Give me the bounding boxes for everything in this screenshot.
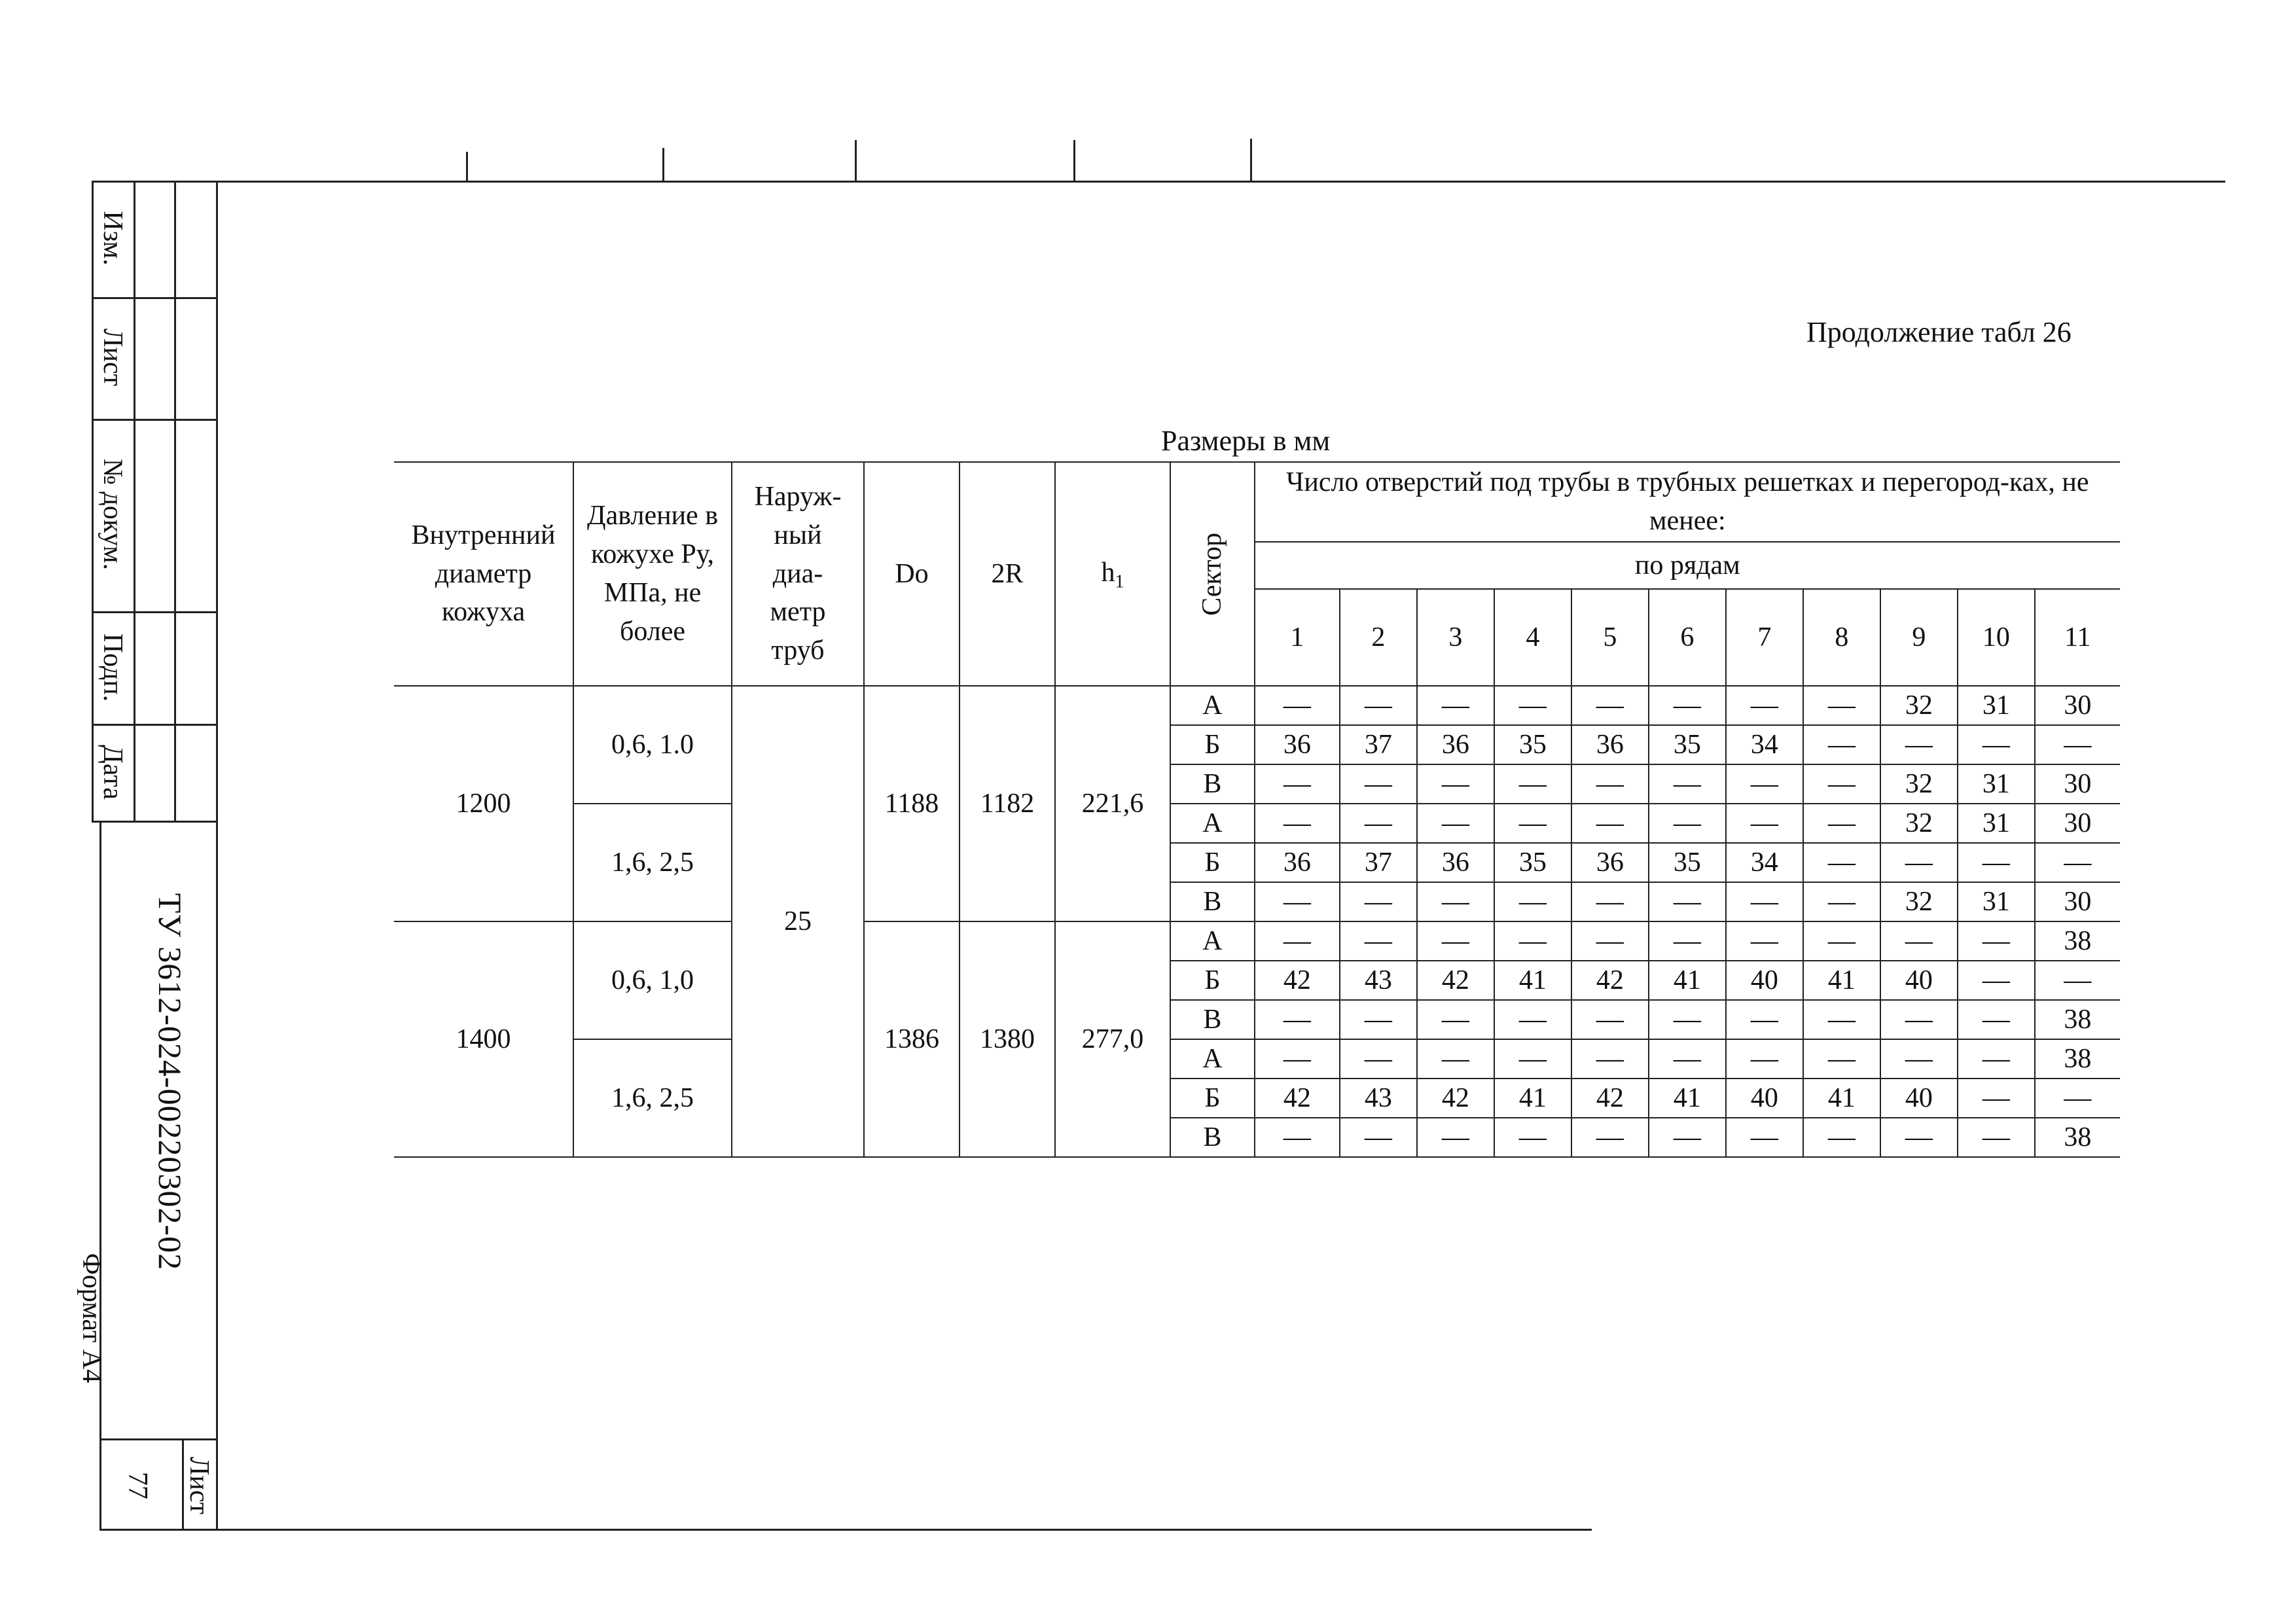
cell-hole-count: 36 [1417,725,1494,764]
header-row-number: 9 [1880,589,1958,686]
header-2r: 2R [960,462,1055,686]
cell-hole-count: — [1803,1118,1880,1157]
cell-hole-count: — [1340,882,1417,921]
cell-hole-count: — [1417,804,1494,843]
cell-pressure: 1,6, 2,5 [573,1039,732,1157]
cell-hole-count: — [1494,921,1571,961]
doc-code-border [99,1438,217,1440]
cell-hole-count: 34 [1726,843,1803,882]
format-label: Формат А4 [77,1253,107,1383]
cell-hole-count: 31 [1958,882,2035,921]
cell-hole-count: 36 [1255,725,1340,764]
header-outer-diameter: Наруж-ный диа-метр труб [732,462,864,686]
cell-hole-count: — [1880,921,1958,961]
header-holes: Число отверстий под трубы в трубных решетках и перегород-ках, не менее: [1255,462,2120,542]
cell-sector: А [1170,804,1255,843]
header-h1-main: h [1101,557,1115,588]
cell-sector: В [1170,764,1255,804]
cell-hole-count: — [1649,1118,1726,1157]
cell-hole-count: 32 [1880,686,1958,725]
header-sector [1170,462,1255,686]
cell-hole-count: 42 [1571,961,1649,1000]
stamp-border [92,181,217,183]
cell-hole-count: 37 [1340,725,1417,764]
cell-hole-count: 38 [2035,1000,2120,1039]
cell-sector: А [1170,686,1255,725]
cell-hole-count: — [1958,1039,2035,1079]
header-h1 [1055,462,1170,686]
cell-hole-count: — [1494,686,1571,725]
cell-hole-count: — [1803,882,1880,921]
cell-hole-count: — [1571,1039,1649,1079]
stamp-border [92,724,217,726]
cell-hole-count: — [2035,961,2120,1000]
cell-hole-count: 40 [1726,1079,1803,1118]
cell-sector: Б [1170,843,1255,882]
cell-hole-count: — [1255,764,1340,804]
cell-hole-count: 41 [1649,961,1726,1000]
cell-hole-count: — [1726,764,1803,804]
cell-hole-count: 42 [1571,1079,1649,1118]
cell-two-r: 1182 [960,686,1055,921]
cell-hole-count: 36 [1255,843,1340,882]
header-row-number: 3 [1417,589,1494,686]
doc-code-border [99,821,101,1530]
cell-hole-count: 35 [1649,843,1726,882]
cell-hole-count: — [1649,1000,1726,1039]
header-inner-diameter: Внутренний диаметр кожуха [394,462,573,686]
sheet-label: Лист [184,1457,214,1514]
table-row [394,1039,2120,1079]
cell-hole-count: — [1726,921,1803,961]
table-row [394,686,2120,725]
cell-hole-count: 32 [1880,882,1958,921]
cell-hole-count: — [1880,843,1958,882]
cell-hole-count: — [1255,1000,1340,1039]
cell-hole-count: — [1571,1000,1649,1039]
cell-hole-count: — [1803,1000,1880,1039]
cell-sector: Б [1170,725,1255,764]
cell-hole-count: 43 [1340,1079,1417,1118]
header-pressure: Давление в кожухе Ру, МПа, не более [573,462,732,686]
frame-top-tick [855,140,857,182]
header-by-rows: по рядам [1255,542,2120,589]
cell-hole-count: — [1417,882,1494,921]
cell-hole-count: 38 [2035,921,2120,961]
cell-hole-count: 31 [1958,686,2035,725]
cell-hole-count: 38 [2035,1118,2120,1157]
cell-hole-count: — [1726,686,1803,725]
cell-hole-count: — [1958,1000,2035,1039]
stamp-border [92,611,217,613]
cell-hole-count: 36 [1571,725,1649,764]
cell-hole-count: — [1958,921,2035,961]
cell-hole-count: — [1494,804,1571,843]
cell-hole-count: 41 [1649,1079,1726,1118]
cell-hole-count: — [1255,686,1340,725]
cell-hole-count: 30 [2035,686,2120,725]
header-do: Do [864,462,960,686]
cell-hole-count: — [1340,764,1417,804]
cell-hole-count: — [1255,921,1340,961]
table-continuation-caption: Продолжение табл 26 [1806,316,2072,348]
cell-hole-count: — [1880,1118,1958,1157]
cell-hole-count: — [1417,1039,1494,1079]
cell-hole-count: — [1726,1118,1803,1157]
cell-hole-count: — [1958,843,2035,882]
cell-outer-diameter: 25 [732,686,864,1157]
cell-hole-count: — [1340,804,1417,843]
cell-hole-count: 41 [1803,1079,1880,1118]
cell-hole-count: 35 [1494,725,1571,764]
cell-hole-count: 32 [1880,764,1958,804]
cell-hole-count: 40 [1726,961,1803,1000]
table-row [394,804,2120,843]
cell-hole-count: — [1880,1000,1958,1039]
tube-holes-table [394,461,2120,1158]
cell-hole-count: — [1494,764,1571,804]
cell-hole-count: 30 [2035,882,2120,921]
cell-hole-count: — [1571,921,1649,961]
cell-hole-count: — [1255,804,1340,843]
cell-inner-diameter: 1200 [394,686,573,921]
cell-hole-count: — [2035,1079,2120,1118]
cell-hole-count: — [1494,1118,1571,1157]
cell-hole-count: — [1494,1000,1571,1039]
cell-hole-count: 30 [2035,764,2120,804]
cell-hole-count: — [1571,1118,1649,1157]
cell-hole-count: — [1880,1039,1958,1079]
cell-hole-count: 42 [1417,961,1494,1000]
stamp-label-izm: Изм. [98,211,128,266]
sheet-number: 77 [122,1472,152,1499]
cell-hole-count: — [1649,686,1726,725]
stamp-border [92,419,217,421]
frame-top-tick [1250,139,1252,182]
cell-hole-count: — [1726,1039,1803,1079]
document-code: ТУ 3612-024-00220302-02 [152,893,188,1271]
cell-hole-count: — [1803,843,1880,882]
cell-hole-count: 31 [1958,764,2035,804]
header-row-number: 5 [1571,589,1649,686]
cell-hole-count: 41 [1494,1079,1571,1118]
cell-hole-count: 40 [1880,1079,1958,1118]
cell-hole-count: — [1958,1118,2035,1157]
header-row-number: 8 [1803,589,1880,686]
cell-hole-count: — [1417,1118,1494,1157]
cell-hole-count: — [1340,1000,1417,1039]
cell-hole-count: 31 [1958,804,2035,843]
cell-hole-count: — [1803,725,1880,764]
cell-hole-count: — [1494,882,1571,921]
cell-hole-count: — [1726,1000,1803,1039]
cell-hole-count: — [1958,961,2035,1000]
cell-hole-count: — [1417,1000,1494,1039]
cell-hole-count: — [2035,725,2120,764]
cell-hole-count: — [1340,1118,1417,1157]
cell-hole-count: — [1803,921,1880,961]
cell-sector: В [1170,1118,1255,1157]
cell-hole-count: — [1649,921,1726,961]
header-row-number: 6 [1649,589,1726,686]
cell-hole-count: 35 [1494,843,1571,882]
cell-hole-count: 41 [1803,961,1880,1000]
cell-hole-count: — [1958,725,2035,764]
frame-bottom-border [99,1529,1592,1531]
header-row-number: 4 [1494,589,1571,686]
cell-hole-count: — [1803,686,1880,725]
cell-pressure: 0,6, 1.0 [573,686,732,804]
header-row-number: 1 [1255,589,1340,686]
cell-pressure: 0,6, 1,0 [573,921,732,1039]
cell-hole-count: — [1417,921,1494,961]
cell-hole-count: — [1255,882,1340,921]
cell-two-r: 1380 [960,921,1055,1157]
cell-hole-count: — [1417,686,1494,725]
cell-hole-count: 35 [1649,725,1726,764]
cell-hole-count: — [1726,882,1803,921]
cell-hole-count: — [1726,804,1803,843]
cell-hole-count: — [1803,1039,1880,1079]
cell-hole-count: 32 [1880,804,1958,843]
cell-hole-count: 34 [1726,725,1803,764]
cell-hole-count: — [1417,764,1494,804]
stamp-label-date: Дата [98,745,128,800]
cell-hole-count: 42 [1255,1079,1340,1118]
cell-sector: В [1170,1000,1255,1039]
frame-top-tick [662,148,664,182]
cell-hole-count: 30 [2035,804,2120,843]
cell-sector: Б [1170,961,1255,1000]
units-label: Размеры в мм [1161,425,1331,457]
cell-hole-count: — [1494,1039,1571,1079]
cell-hole-count: 40 [1880,961,1958,1000]
cell-hole-count: 36 [1417,843,1494,882]
header-h1-sub: 1 [1115,571,1124,592]
cell-hole-count: — [1958,1079,2035,1118]
cell-hole-count: — [1803,804,1880,843]
cell-sector: В [1170,882,1255,921]
stamp-label-list: Лист [98,329,128,386]
header-row-number: 2 [1340,589,1417,686]
cell-pressure: 1,6, 2,5 [573,804,732,921]
cell-h1: 277,0 [1055,921,1170,1157]
cell-hole-count: 43 [1340,961,1417,1000]
stamp-label-signature: Подп. [98,633,128,702]
cell-do: 1188 [864,686,960,921]
cell-hole-count: — [1571,804,1649,843]
cell-hole-count: — [1340,686,1417,725]
cell-sector: А [1170,921,1255,961]
cell-do: 1386 [864,921,960,1157]
stamp-border [92,297,217,299]
cell-hole-count: — [1649,804,1726,843]
cell-hole-count: 41 [1494,961,1571,1000]
cell-hole-count: — [1255,1118,1340,1157]
stamp-label-doc-number: № докум. [98,458,128,571]
cell-hole-count: 42 [1255,961,1340,1000]
cell-hole-count: 36 [1571,843,1649,882]
header-row-number: 10 [1958,589,2035,686]
cell-hole-count: 38 [2035,1039,2120,1079]
header-row-number: 7 [1726,589,1803,686]
cell-hole-count: — [1880,725,1958,764]
frame-top-border [216,181,2225,183]
cell-hole-count: — [1803,764,1880,804]
cell-hole-count: 37 [1340,843,1417,882]
cell-hole-count: — [1571,764,1649,804]
header-sector-label: Сектор [1197,532,1228,616]
cell-hole-count: — [1571,882,1649,921]
cell-hole-count: — [1340,921,1417,961]
cell-hole-count: — [1571,686,1649,725]
cell-hole-count: — [1649,1039,1726,1079]
table-row [394,921,2120,961]
cell-hole-count: — [1255,1039,1340,1079]
cell-sector: А [1170,1039,1255,1079]
cell-inner-diameter: 1400 [394,921,573,1157]
header-row-number: 11 [2035,589,2120,686]
frame-left-inner-border [216,181,218,1530]
frame-top-tick [1073,140,1075,182]
cell-hole-count: — [2035,843,2120,882]
cell-hole-count: 42 [1417,1079,1494,1118]
cell-hole-count: — [1340,1039,1417,1079]
cell-sector: Б [1170,1079,1255,1118]
cell-hole-count: — [1649,764,1726,804]
cell-hole-count: — [1649,882,1726,921]
cell-h1: 221,6 [1055,686,1170,921]
frame-top-tick [466,152,468,182]
